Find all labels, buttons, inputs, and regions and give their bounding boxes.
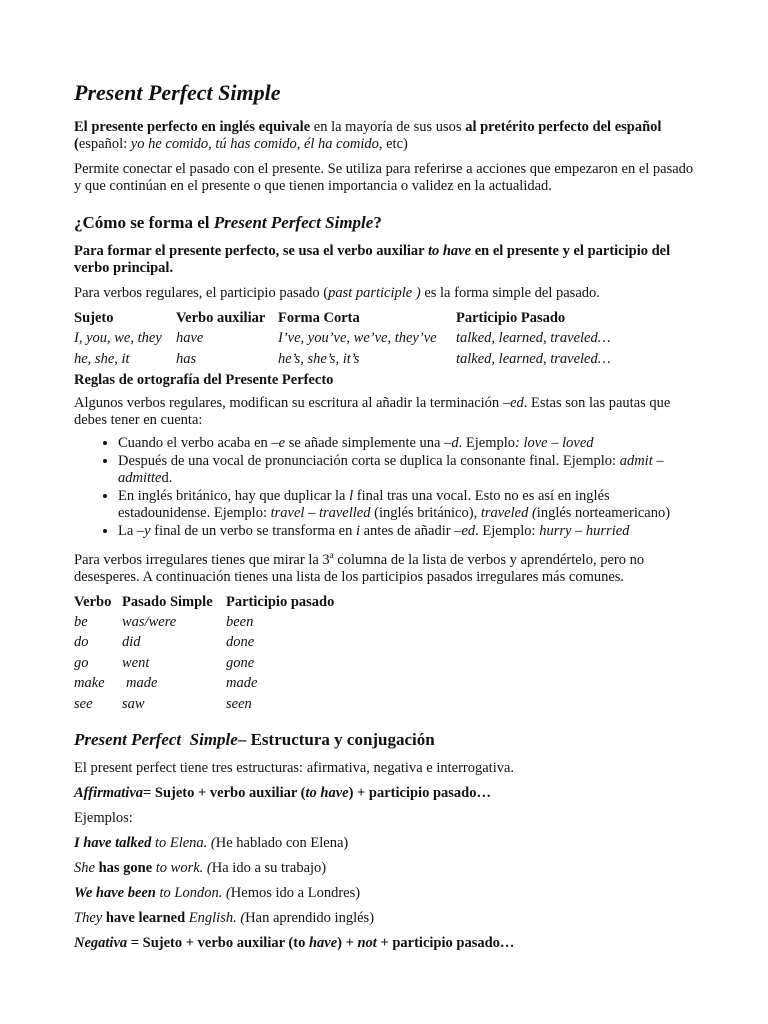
list-item — [118, 453, 694, 487]
example-italic: They — [74, 910, 106, 927]
example-italic: to London. ( — [155, 885, 231, 902]
formula-text: = Sujeto + verbo auxiliar ( — [143, 785, 306, 802]
negative-formula — [74, 935, 694, 952]
intro-text: . Estas son las pautas que debes tener en cuenta: — [74, 395, 671, 428]
table-cell: gone — [226, 654, 255, 671]
note-text: es la forma simple del pasado. — [420, 285, 600, 301]
example-italic: to Elena. ( — [151, 835, 216, 852]
table-row — [74, 655, 356, 676]
intro-text-3: etc) — [382, 136, 408, 152]
section-heading-formation — [74, 213, 694, 233]
rule-italic: e — [278, 435, 286, 451]
page-title: Present Perfect Simple — [74, 80, 281, 105]
rule-italic: to have — [427, 243, 472, 259]
affirmative-formula — [74, 785, 694, 802]
table-cell: have — [176, 330, 204, 346]
table-row — [74, 614, 356, 635]
formula-text: = Sujeto + verbo auxiliar (to — [127, 935, 309, 952]
example-translation: Han aprendido inglés) — [245, 910, 375, 927]
rule-italic: y — [144, 523, 151, 539]
formula-text: ) + — [337, 935, 358, 952]
rule-italic: ed — [461, 523, 476, 539]
table-row — [74, 696, 356, 717]
example-translation: Hemos ido a Londres) — [230, 885, 361, 902]
example-translation: Ha ido a su trabajo) — [211, 860, 327, 877]
formation-rule — [74, 243, 694, 277]
table-header-row — [74, 594, 356, 614]
table-cell: did — [122, 634, 141, 651]
heading-part-italic: Present Perfect Simple — [213, 213, 374, 232]
rule-example: travel – travelled — [270, 505, 371, 521]
rule-text: Para formar el presente perfecto, se usa el verbo auxiliar — [74, 243, 428, 259]
table-cell: I’ve, you’ve, we’ve, they’ve — [278, 330, 437, 346]
table-cell: seen — [226, 695, 252, 712]
table-cell: go — [74, 654, 89, 671]
example-line — [74, 910, 694, 927]
list-item — [118, 523, 694, 540]
rule-text: . Ejemplo — [458, 435, 516, 451]
rule-text: La – — [118, 523, 145, 539]
structures-note: El present perfect tiene tres estructuras: afirmativa, negativa e interrogativa. — [74, 760, 515, 777]
example-bold: We have been — [74, 885, 156, 902]
rule-text: en el presente y el participio del verbo principal. — [74, 243, 671, 276]
rule-text: final de un verbo se transforma en — [150, 523, 356, 539]
example-italic: She — [74, 860, 99, 877]
rule-text: d. — [161, 470, 173, 486]
formula-italic: not — [357, 935, 377, 952]
table-cell: been — [226, 613, 254, 630]
table-row — [74, 351, 656, 372]
intro-text-1: en la mayoría de sus usos — [310, 119, 466, 135]
rule-example: admit – admitte — [118, 453, 664, 486]
example-italic: English. ( — [185, 910, 246, 927]
intro-text: Algunos verbos regulares, modifican su escritura al añadir la terminación – — [74, 395, 511, 411]
table-header: Forma Corta — [278, 310, 360, 326]
rule-text: (inglés británico), — [370, 505, 481, 521]
note-text: columna de la lista de verbos y aprendértelo, pero no desesperes. A continuación tienes una lista de los participios pasados irregulares más comunes. — [74, 551, 645, 585]
formula-italic: to have — [305, 785, 349, 802]
example-line — [74, 885, 694, 902]
table-header: Verbo — [74, 593, 112, 610]
rule-example: traveled ( — [480, 505, 537, 521]
example-bold: has gone — [98, 860, 153, 877]
note-text: Para verbos regulares, el participio pasado ( — [74, 285, 329, 301]
table-header: Participio Pasado — [456, 310, 566, 326]
table-cell: be — [74, 613, 88, 630]
example-italic: to work. ( — [152, 860, 212, 877]
spelling-intro — [74, 395, 694, 429]
regular-verbs-note — [74, 285, 694, 302]
table-cell: done — [226, 634, 255, 651]
intro-italic: ed — [510, 395, 524, 411]
heading-part-italic: Present Perfect Simple — [74, 730, 238, 750]
table-row — [74, 330, 656, 351]
intro-paragraph-1 — [74, 119, 694, 153]
rule-italic: i — [355, 523, 360, 539]
conjugation-table — [74, 310, 656, 372]
section-heading-structure — [74, 730, 694, 750]
rule-text: Cuando el verbo acaba en – — [118, 435, 279, 451]
formula-text: + participio pasado… — [376, 935, 515, 952]
table-header-row — [74, 310, 656, 330]
spelling-rules-list — [74, 435, 694, 540]
table-row — [74, 634, 356, 655]
intro-example: yo he comido, tú has comido, él ha comido, — [130, 136, 383, 152]
table-cell: he, she, it — [74, 351, 130, 367]
table-cell: make — [74, 675, 105, 692]
rule-text: se añade simplemente una – — [285, 435, 452, 451]
rule-italic: l — [349, 488, 354, 504]
formula-italic: have — [308, 935, 338, 952]
irregular-verbs-note — [74, 547, 694, 586]
rule-text: inglés norteamericano) — [536, 505, 671, 521]
rule-text: Después de una vocal de pronunciación corta se duplica la consonante final. Ejemplo: — [118, 453, 620, 469]
example-line — [74, 860, 694, 877]
table-cell: do — [74, 634, 89, 651]
rule-example: hurry – hurried — [539, 523, 630, 539]
example-bold: I have talked — [74, 835, 152, 852]
table-row — [74, 675, 356, 696]
heading-part: – Estructura y conjugación — [237, 730, 435, 750]
table-cell: I, you, we, they — [74, 330, 162, 346]
heading-part: ¿Cómo se forma el — [74, 213, 214, 232]
heading-part: ? — [373, 213, 382, 232]
table-cell: he’s, she’s, it’s — [278, 351, 360, 367]
table-cell: went — [122, 654, 150, 671]
intro-bold-2: al pretérito perfecto del español ( — [74, 119, 662, 152]
table-cell: saw — [122, 695, 145, 712]
intro-paragraph-2: Permite conectar el pasado con el presente. Se utiliza para referirse a acciones que empezaron en el pasado y que continúan en el presente o que tienen importancia o validez en la actualidad. — [74, 161, 694, 194]
list-item — [118, 435, 694, 452]
note-italic: past participle ) — [328, 285, 421, 301]
formula-text: ) + participio pasado… — [348, 785, 491, 802]
table-cell: see — [74, 695, 93, 712]
list-item — [118, 488, 694, 522]
table-cell: made — [126, 675, 158, 692]
table-cell: has — [176, 351, 197, 367]
example-line — [74, 835, 694, 852]
rule-text: . Ejemplo: — [475, 523, 540, 539]
table-cell: talked, learned, traveled… — [456, 351, 611, 367]
formula-label: Negativa — [74, 935, 128, 952]
note-text: Para verbos irregulares tienes que mirar la 3 — [74, 551, 330, 568]
table-cell: was/were — [122, 613, 177, 630]
spelling-heading: Reglas de ortografía del Presente Perfecto — [74, 372, 334, 388]
intro-text-2: español: — [78, 136, 131, 152]
document-page — [74, 80, 694, 960]
table-header: Participio pasado — [226, 593, 335, 610]
table-header: Sujeto — [74, 310, 114, 326]
table-header: Verbo auxiliar — [176, 310, 266, 326]
rule-text: antes de añadir – — [359, 523, 462, 539]
table-header: Pasado Simple — [122, 593, 213, 610]
rule-text: final tras una vocal. Esto no es así en inglés estadounidense. Ejemplo: — [118, 488, 610, 521]
irregular-verbs-table — [74, 594, 356, 717]
rule-text: En inglés británico, hay que duplicar la — [118, 488, 350, 504]
intro-bold-1: El presente perfecto en inglés equivale — [74, 119, 311, 135]
examples-label: Ejemplos: — [74, 810, 133, 827]
table-cell: made — [226, 675, 258, 692]
example-bold: have learned — [105, 910, 186, 927]
note-superscript: a — [329, 550, 334, 560]
rule-example: : love – loved — [515, 435, 594, 451]
rule-italic: d — [451, 435, 459, 451]
table-cell: talked, learned, traveled… — [456, 330, 611, 346]
formula-label: Affirmativa — [74, 785, 144, 802]
example-translation: He hablado con Elena) — [215, 835, 349, 852]
